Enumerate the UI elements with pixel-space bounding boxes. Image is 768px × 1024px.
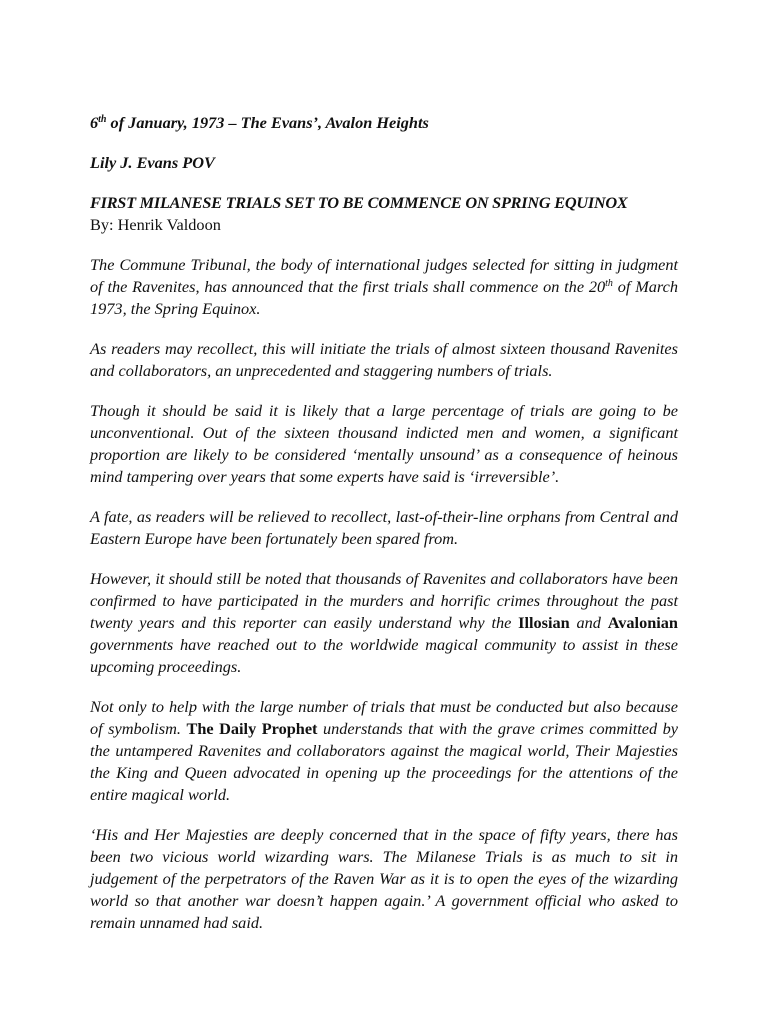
avalonian-bold: Avalonian <box>607 613 678 632</box>
illosian-bold: Illosian <box>518 613 570 632</box>
paragraph-6 <box>90 696 678 806</box>
paragraph-3: Though it should be said it is likely that a large percentage of trials are going to be unconventional. Out of the sixteen thousand indicted men and women, a significant proportion are likely to be considered ‘mentally unsound’ as a consequence of heinous mind tampering over years that some experts have said is ‘irreversible’. <box>90 401 678 486</box>
paragraph-4: A fate, as readers will be relieved to recollect, last-of-their-line orphans from Central and Eastern Europe have been fortunately been spared from. <box>90 507 678 548</box>
date-ordinal-suffix: th <box>98 114 107 125</box>
paragraph-1 <box>90 254 678 320</box>
paragraph-6-text-b: understands that with the grave crimes committed by the untampered Ravenites and collaborators against the magical world, Their Majesties the King and Queen advocated in opening up the proceedings for the attentions of the entire magical world. <box>90 719 678 804</box>
article-byline: By: Henrik Valdoon <box>90 215 221 234</box>
paragraph-5-text-b: and <box>569 613 608 632</box>
date-location: of January, 1973 – The Evans’, Avalon Heights <box>106 113 429 132</box>
document-page <box>90 112 678 952</box>
paragraph-5 <box>90 568 678 678</box>
paragraph-1-text-b: of March 1973, the Spring Equinox. <box>90 277 679 318</box>
article-headline: FIRST MILANESE TRIALS SET TO BE COMMENCE ON SPRING EQUINOX <box>90 193 628 212</box>
date-day: 6 <box>90 113 99 132</box>
paragraph-6-text-a: Not only to help with the large number of trials that must be conducted but also because of symbolism. <box>90 697 678 738</box>
pov-heading: Lily J. Evans POV <box>90 153 215 172</box>
entry-date-heading <box>90 112 678 134</box>
paragraph-1-ordinal-suffix: th <box>605 278 613 289</box>
paragraph-2: As readers may recollect, this will initiate the trials of almost sixteen thousand Ravenites and collaborators, an unprecedented and staggering numbers of trials. <box>90 339 678 380</box>
paragraph-5-text-c: governments have reached out to the worldwide magical community to assist in these upcoming proceedings. <box>90 635 678 676</box>
daily-prophet-bold: The Daily Prophet <box>186 719 318 738</box>
paragraph-1-text-a: The Commune Tribunal, the body of international judges selected for sitting in judgment of the Ravenites, has announced that the first trials shall commence on the 20 <box>90 255 678 296</box>
paragraph-7: ‘His and Her Majesties are deeply concerned that in the space of fifty years, there has been two vicious world wizarding wars. The Milanese Trials is as much to sit in judgement of the perpetrators of the Raven War as it is to open the eyes of the wizarding world so that another war doesn’t happen again.’ A government official who asked to remain unnamed had said. <box>90 825 678 932</box>
paragraph-5-text-a: However, it should still be noted that thousands of Ravenites and collaborators have been confirmed to have participated in the murders and horrific crimes throughout the past twenty years and this reporter can easily understand why the <box>90 569 678 632</box>
